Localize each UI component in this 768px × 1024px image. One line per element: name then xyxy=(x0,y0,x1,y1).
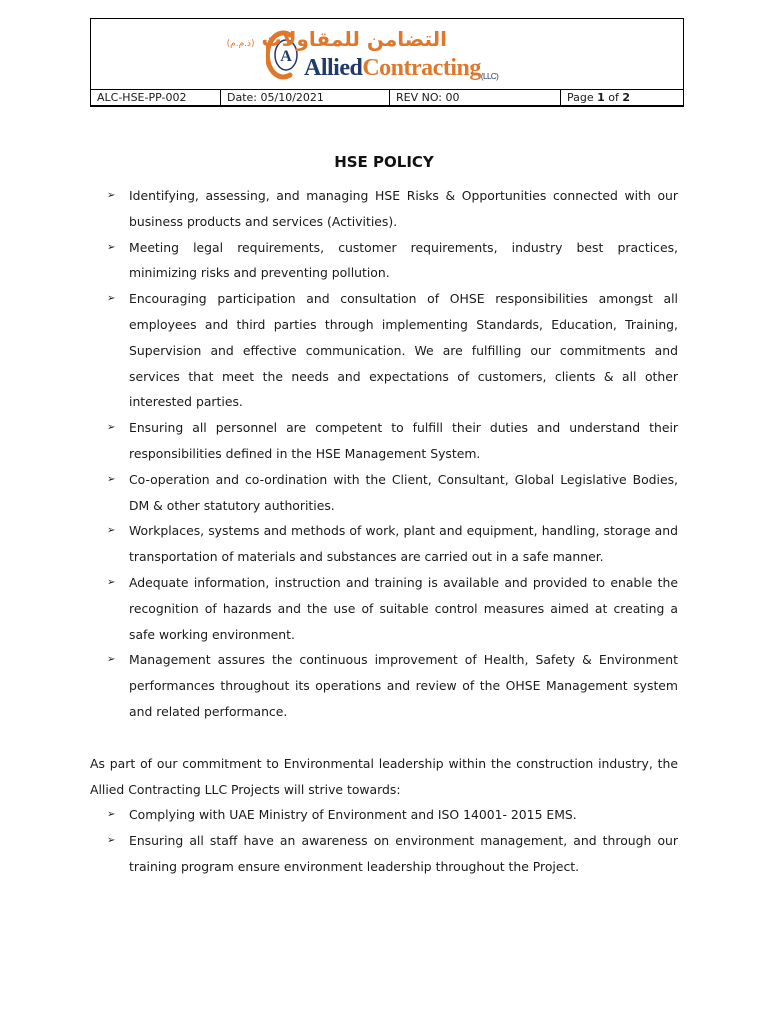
page-total: 2 xyxy=(622,91,631,104)
doc-page-number: Page 1 of 2 xyxy=(561,90,684,107)
arrow-bullet-icon: ➢ xyxy=(107,190,116,201)
environment-list xyxy=(90,802,678,879)
list-item: ➢ Adequate information, instruction and training is available and provided to enable the recognition of hazards and the use of suitable control measures aimed at creating a safe working environment. xyxy=(90,570,678,647)
arrow-bullet-icon: ➢ xyxy=(107,576,116,588)
logo-word-contracting: Contracting xyxy=(362,55,481,81)
logo-english-name xyxy=(304,54,498,91)
list-item: ➢ Identifying, assessing, and managing HSE Risks & Opportunities connected with our business products and services (Activities). xyxy=(90,183,678,235)
page-current: 1 xyxy=(597,91,605,104)
doc-date: Date: 05/10/2021 xyxy=(221,90,390,107)
arrow-bullet-icon: ➢ xyxy=(107,809,116,821)
document-control-table xyxy=(90,89,684,107)
arrow-bullet-icon: ➢ xyxy=(107,422,116,434)
doc-revision: REV NO: 00 xyxy=(390,90,561,107)
doc-code: ALC-HSE-PP-002 xyxy=(91,90,221,107)
list-item: ➢ Encouraging participation and consultation of OHSE responsibilities amongst all employees and third parties through implementing Standards, Education, Training, Supervision and effective communication. We are fulfilling our commitments and services that meet the needs and expectations of customers, clients & all other interested parties. xyxy=(90,286,678,415)
list-item: ➢ Ensuring all personnel are competent to fulfill their duties and understand their responsibilities defined in the HSE Management System. xyxy=(90,415,678,467)
environment-intro: As part of our commitment to Environmental leadership within the construction industry, the Allied Contracting LLC Projects will strive towards: xyxy=(90,755,678,797)
arrow-bullet-icon: ➢ xyxy=(107,654,116,666)
logo-arabic-name: التضامن للمقاولات (ذ.م.م) xyxy=(226,27,447,51)
logo-arabic-suffix: (ذ.م.م) xyxy=(226,39,255,49)
arrow-bullet-icon: ➢ xyxy=(107,835,116,847)
list-item: ➢ Management assures the continuous improvement of Health, Safety & Environment performances throughout its operations and review of the OHSE Management system and related performance. xyxy=(90,647,678,724)
list-item: ➢ Ensuring all staff have an awareness on environment management, and through our training program ensure environment leadership throughout the Project. xyxy=(90,828,678,880)
logo-word-allied: Allied xyxy=(304,55,363,81)
arrow-bullet-icon: ➢ xyxy=(107,525,116,537)
arrow-bullet-icon: ➢ xyxy=(107,473,116,485)
list-item: ➢ Meeting legal requirements, customer requirements, industry best practices, minimizing risks and preventing pollution. xyxy=(90,235,678,287)
arrow-bullet-icon: ➢ xyxy=(107,293,116,305)
policy-content xyxy=(90,183,678,880)
arrow-bullet-icon: ➢ xyxy=(107,241,116,253)
list-item: ➢ Complying with UAE Ministry of Environment and ISO 14001- 2015 EMS. xyxy=(90,802,678,828)
company-logo xyxy=(91,19,683,89)
logo-letter: A xyxy=(280,48,292,65)
page-title: HSE POLICY xyxy=(334,153,434,171)
logo-english-suffix: (LLC) xyxy=(480,72,499,81)
list-item: ➢ Co-operation and co-ordination with the Client, Consultant, Global Legislative Bodies, DM & other statutory authorities. xyxy=(90,467,678,519)
policy-list xyxy=(90,183,678,725)
list-item: ➢ Workplaces, systems and methods of work, plant and equipment, handling, storage and transportation of materials and substances are carried out in a safe manner. xyxy=(90,518,678,570)
document-header xyxy=(90,18,684,106)
